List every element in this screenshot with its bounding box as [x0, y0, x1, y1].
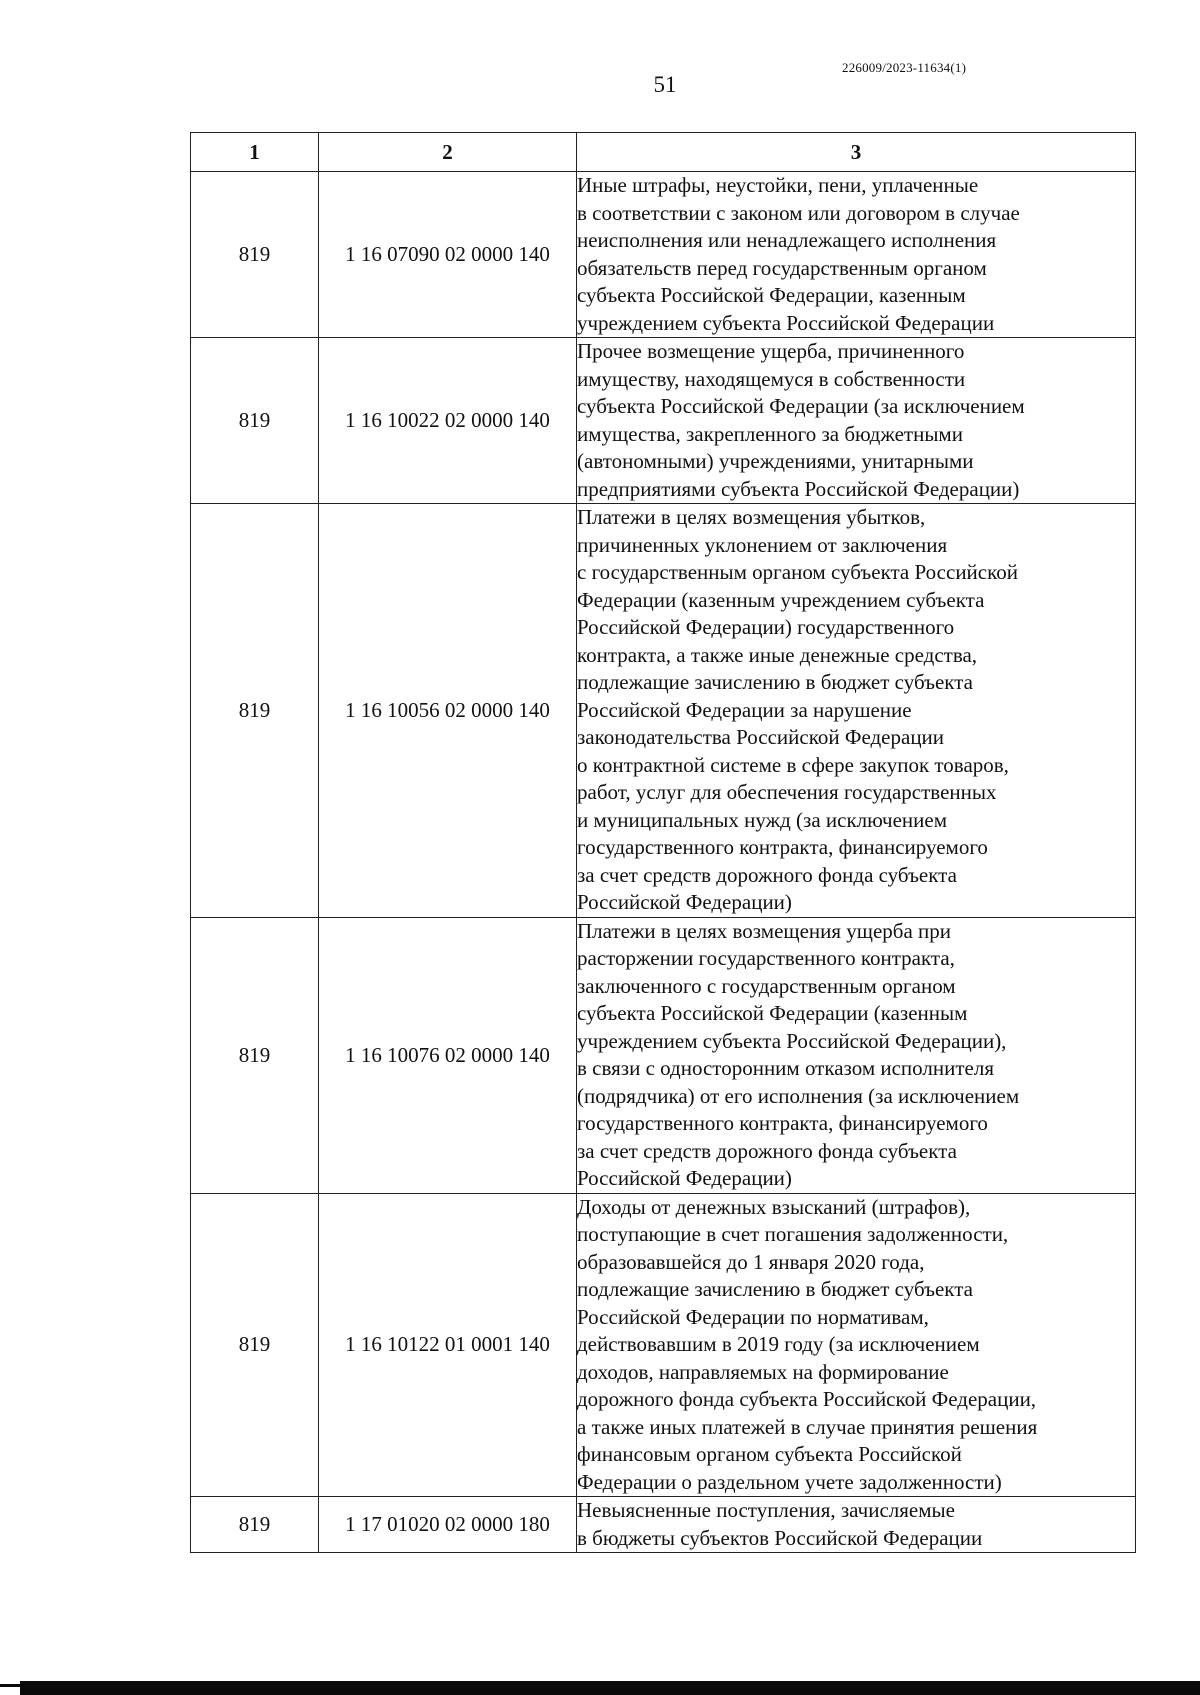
admin-code-cell: 819	[191, 1193, 319, 1497]
document-registration-number: 226009/2023-11634(1)	[842, 60, 967, 75]
description-line: о контрактной системе в сфере закупок товаров,	[577, 752, 1009, 777]
admin-code-cell: 819	[191, 338, 319, 504]
description-line: Иные штрафы, неустойки, пени, уплаченные	[577, 173, 979, 197]
description-line: имущества, закрепленного за бюджетными	[577, 421, 963, 446]
description-line: Российской Федерации по нормативам,	[577, 1304, 929, 1329]
table-header-row	[191, 133, 1136, 172]
budget-classification-code-cell: 1 16 10076 02 0000 140	[319, 917, 577, 1193]
description-line: государственного контракта, финансируемого	[577, 1111, 988, 1135]
description-line: Прочее возмещение ущерба, причиненного	[577, 339, 965, 363]
scan-bottom-bar	[20, 1681, 1200, 1695]
description-line: работ, услуг для обеспечения государственных	[577, 780, 997, 804]
description-line: дорожного фонда субъекта Российской Федерации,	[577, 1387, 1037, 1411]
description-line: Платежи в целях возмещения убытков,	[577, 505, 926, 529]
description-line: подлежащие зачислению в бюджет субъекта	[577, 670, 973, 694]
admin-code-cell: 819	[191, 1497, 319, 1553]
revenue-description-cell	[577, 172, 1136, 338]
description-line: в соответствии с законом или договором в случае	[577, 200, 1020, 225]
description-line: учреждением субъекта Российской Федерации	[577, 310, 995, 335]
description-line: предприятиями субъекта Российской Федерации)	[577, 476, 1020, 501]
column-header-2: 2	[319, 133, 577, 172]
description-line: финансовым органом субъекта Российской	[577, 1442, 962, 1466]
description-line: расторжении государственного контракта,	[577, 946, 955, 970]
table-row	[191, 1497, 1136, 1553]
description-line: контракта, а также иные денежные средства,	[577, 642, 978, 667]
description-line: Российской Федерации)	[577, 890, 792, 914]
description-line: субъекта Российской Федерации (за исключением	[577, 394, 1025, 418]
description-line: доходов, направляемых на формирование	[577, 1359, 949, 1384]
description-line: субъекта Российской Федерации, казенным	[577, 283, 966, 307]
revenue-description-cell	[577, 1193, 1136, 1497]
description-line: Российской Федерации)	[577, 1166, 792, 1190]
description-line: Доходы от денежных взысканий (штрафов),	[577, 1194, 971, 1219]
description-line: подлежащие зачислению в бюджет субъекта	[577, 1277, 973, 1301]
table-row	[191, 172, 1136, 338]
revenue-description-cell	[577, 917, 1136, 1193]
admin-code-cell: 819	[191, 917, 319, 1193]
description-line: за счет средств дорожного фонда субъекта	[577, 1138, 957, 1163]
description-line: Российской Федерации за нарушение	[577, 697, 912, 722]
description-line: причиненных уклонением от заключения	[577, 532, 948, 557]
description-line: неисполнения или ненадлежащего исполнения	[577, 228, 997, 252]
table-row	[191, 338, 1136, 504]
budget-classification-code-cell: 1 16 07090 02 0000 140	[319, 172, 577, 338]
description-line: за счет средств дорожного фонда субъекта	[577, 862, 957, 887]
description-line: в связи с односторонним отказом исполнителя	[577, 1056, 994, 1080]
description-line: Российской Федерации) государственного	[577, 615, 955, 639]
description-line: поступающие в счет погашения задолженности,	[577, 1222, 1009, 1246]
description-line: (подрядчика) от его исполнения (за исключением	[577, 1083, 1020, 1108]
description-line: действовавшим в 2019 году (за исключением	[577, 1332, 980, 1356]
column-header-1: 1	[191, 133, 319, 172]
description-line: Федерации о раздельном учете задолженности)	[577, 1469, 1002, 1494]
table-row	[191, 1193, 1136, 1497]
budget-classification-code-cell: 1 16 10022 02 0000 140	[319, 338, 577, 504]
description-line: с государственным органом субъекта Российской	[577, 560, 1018, 584]
description-line: имуществу, находящемуся в собственности	[577, 366, 966, 391]
table-header	[191, 133, 1136, 172]
page-number: 51	[653, 72, 677, 97]
admin-code-cell: 819	[191, 504, 319, 918]
revenue-description-cell	[577, 1497, 1136, 1553]
column-header-3: 3	[577, 133, 1136, 172]
description-line: законодательства Российской Федерации	[577, 725, 945, 749]
description-line: в бюджеты субъектов Российской Федерации	[577, 1525, 983, 1550]
description-line: (автономными) учреждениями, унитарными	[577, 449, 974, 473]
description-line: образовавшейся до 1 января 2020 года,	[577, 1249, 925, 1274]
description-line: Платежи в целях возмещения ущерба при	[577, 918, 952, 943]
description-line: и муниципальных нужд (за исключением	[577, 807, 947, 832]
budget-classification-code-cell: 1 16 10122 01 0001 140	[319, 1193, 577, 1497]
budget-codes-table	[190, 132, 1136, 1553]
description-line: а также иных платежей в случае принятия решения	[577, 1414, 1038, 1439]
description-line: заключенного с государственным органом	[577, 973, 956, 998]
description-line: Невыясненные поступления, зачисляемые	[577, 1498, 955, 1522]
budget-classification-code-cell: 1 17 01020 02 0000 180	[319, 1497, 577, 1553]
revenue-description-cell	[577, 504, 1136, 918]
table-row	[191, 917, 1136, 1193]
description-line: обязательств перед государственным органом	[577, 255, 987, 280]
revenue-description-cell	[577, 338, 1136, 504]
description-line: Федерации (казенным учреждением субъекта	[577, 587, 985, 612]
description-line: субъекта Российской Федерации (казенным	[577, 1001, 968, 1025]
admin-code-cell: 819	[191, 172, 319, 338]
description-line: учреждением субъекта Российской Федерации),	[577, 1028, 1007, 1053]
table-row	[191, 504, 1136, 918]
budget-classification-code-cell: 1 16 10056 02 0000 140	[319, 504, 577, 918]
description-line: государственного контракта, финансируемого	[577, 835, 988, 859]
table-body	[191, 172, 1136, 1553]
